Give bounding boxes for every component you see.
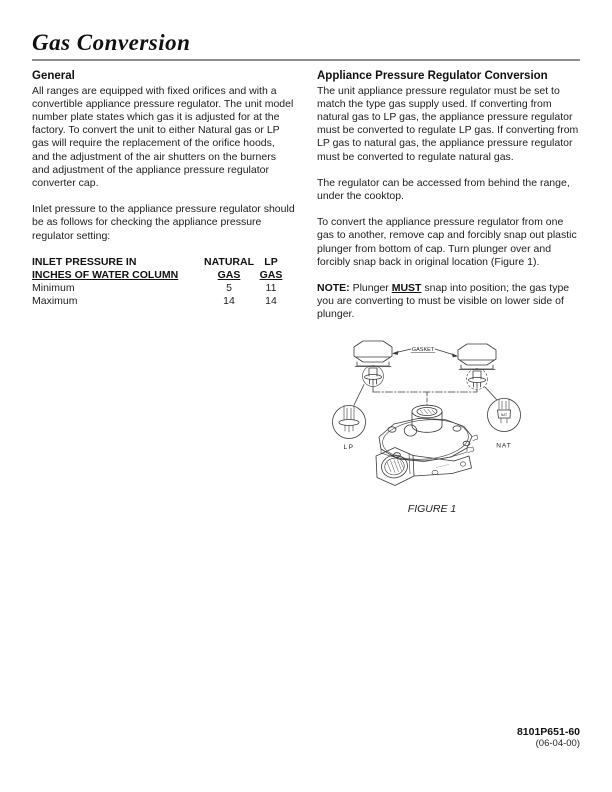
nat-plunger-text: NAT bbox=[500, 412, 508, 417]
leader-to-lp-detail bbox=[354, 384, 364, 405]
nat-label: NAT bbox=[496, 442, 512, 450]
header-text-underlined: INCHES OF WATER COLUMN bbox=[32, 268, 179, 281]
header-text: LP bbox=[264, 255, 278, 268]
note-text: Plunger bbox=[349, 281, 392, 294]
cell-natural-gas: 14 bbox=[223, 295, 235, 308]
general-paragraph-2: Inlet pressure to the appliance pressure regulator should be as follows for checking the appliance pressure regulator setting: bbox=[32, 203, 295, 242]
cell-lp-gas: 11 bbox=[265, 282, 277, 295]
leader-to-nat-detail bbox=[485, 387, 497, 400]
general-heading: General bbox=[32, 70, 75, 82]
revision-date: (06-04-00) bbox=[535, 738, 580, 749]
header-col-description bbox=[32, 256, 204, 269]
regulator-paragraph-1: The unit appliance pressure regulator must be set to match the type gas supply used. If converting from natural gas to LP gas, the appliance pressure regulator must be converted to regulate LP gas. If converting from LP gas to natural gas, the appliance pressure regulator must be converted to regulate natural gas. bbox=[317, 84, 579, 163]
cell-label: Minimum bbox=[32, 282, 75, 295]
two-column-layout bbox=[32, 70, 580, 516]
title-rule bbox=[32, 59, 580, 61]
regulator-paragraph-3: To convert the appliance pressure regulator from one gas to another, remove cap and forcibly snap out plastic plunger from bottom of cap. Turn plunger over and forcibly snap back in original location (Figure 1). bbox=[317, 216, 577, 268]
lp-label: LP bbox=[343, 443, 355, 451]
figure-caption: FIGURE 1 bbox=[407, 502, 457, 515]
header-col-lp bbox=[254, 256, 288, 269]
cell-lp-gas: 14 bbox=[265, 295, 277, 308]
converter-cap-left bbox=[354, 341, 392, 367]
cell-label: Maximum bbox=[32, 295, 78, 308]
lp-detail-circle bbox=[333, 405, 366, 451]
left-column bbox=[32, 70, 295, 516]
plunger-left bbox=[363, 365, 384, 386]
header-col-lp bbox=[254, 269, 288, 282]
header-text: INLET PRESSURE IN bbox=[32, 255, 137, 268]
table-header-row-2 bbox=[32, 269, 288, 282]
centerline bbox=[373, 386, 477, 405]
regulator-line-drawing bbox=[317, 335, 567, 500]
plunger-right bbox=[467, 368, 488, 389]
note-emphasis: MUST bbox=[391, 281, 422, 294]
page-content bbox=[32, 30, 580, 516]
note-label: NOTE: bbox=[317, 281, 350, 294]
regulator-body bbox=[376, 405, 478, 485]
nat-detail-circle bbox=[488, 398, 521, 449]
figure-1 bbox=[317, 335, 580, 516]
header-text: NATURAL bbox=[204, 255, 254, 268]
header-text-underlined: GAS bbox=[259, 268, 283, 281]
general-paragraph-1: All ranges are equipped with fixed orifices and with a convertible appliance pressure regulator. The unit model number plate states which gas it is adjusted for at the factory. To convert the unit to either Natural gas or LP gas will require the replacement of the orifice hoods, and the adjustment of the air shutters on the burners and adjustment of the appliance pressure regulator converter cap. bbox=[32, 84, 294, 189]
inlet-pressure-table bbox=[32, 256, 288, 309]
header-col-description bbox=[32, 269, 204, 282]
header-col-natural bbox=[204, 269, 254, 282]
right-column bbox=[317, 70, 580, 516]
page-title: Gas Conversion bbox=[32, 30, 191, 55]
table-header-row-1 bbox=[32, 256, 288, 269]
gasket-callout bbox=[392, 347, 458, 357]
regulator-conversion-heading: Appliance Pressure Regulator Conversion bbox=[317, 70, 548, 82]
footer bbox=[517, 726, 580, 750]
note-text: snap into position; the gas type you are converting to must be visible on lower side of plunger. bbox=[317, 281, 570, 321]
header-col-natural bbox=[204, 256, 254, 269]
table-row bbox=[32, 282, 288, 295]
note-paragraph bbox=[317, 282, 580, 322]
gasket-label: GASKET bbox=[411, 346, 435, 353]
part-number: 8101P651-60 bbox=[516, 726, 580, 738]
header-text-underlined: GAS bbox=[217, 268, 241, 281]
converter-cap-right bbox=[458, 344, 496, 370]
cell-natural-gas: 5 bbox=[226, 282, 232, 295]
table-row bbox=[32, 295, 288, 308]
regulator-paragraph-2: The regulator can be accessed from behind the range, under the cooktop. bbox=[317, 176, 570, 202]
